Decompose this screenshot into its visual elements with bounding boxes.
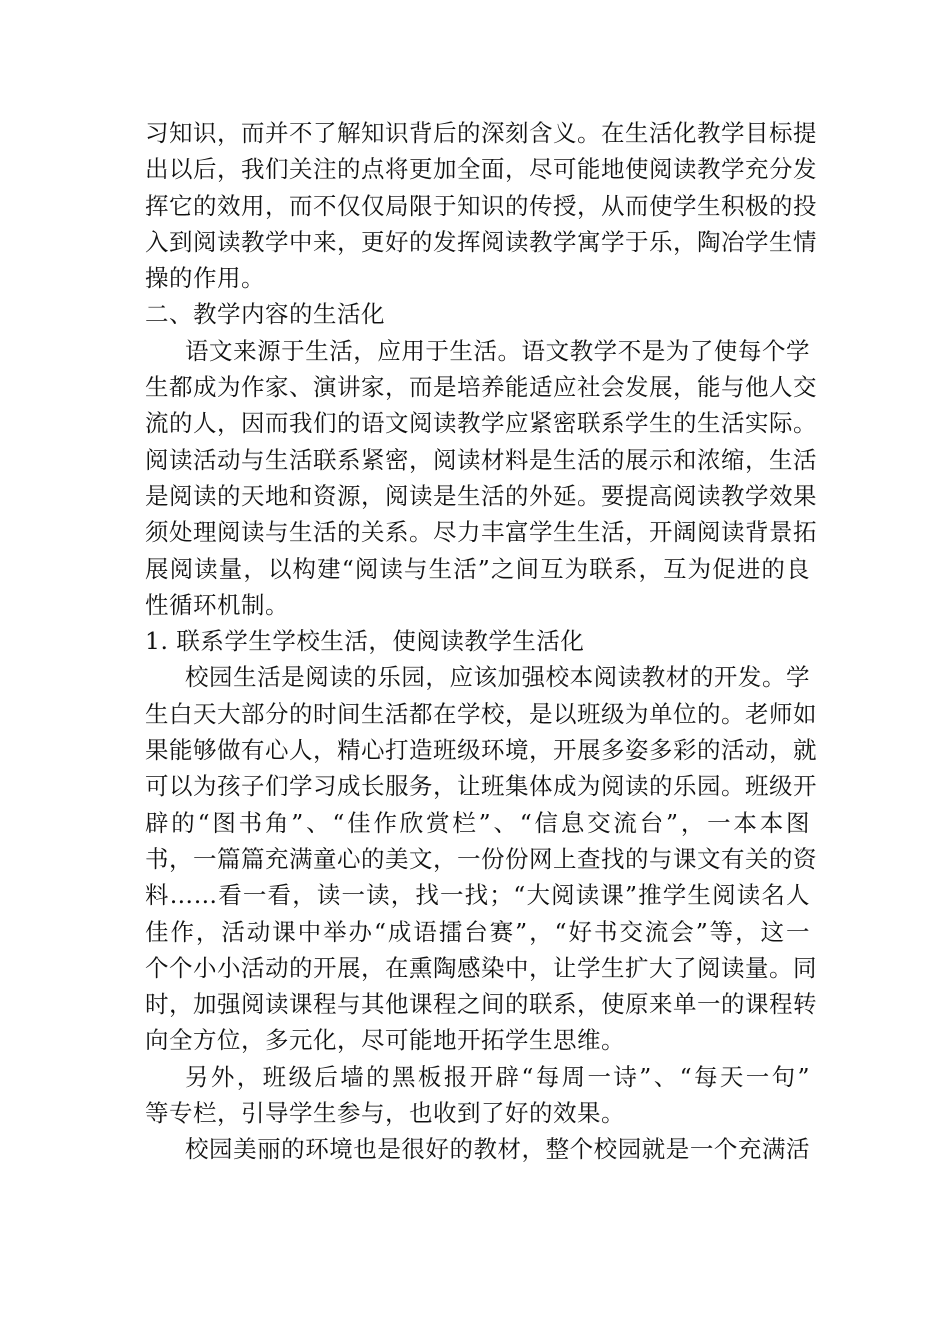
text-line: 习知识，而并不了解知识背后的深刻含义。在生活化教学目标提	[145, 119, 817, 147]
text-line: 挥它的效用，而不仅仅局限于知识的传授，从而使学生积极的投	[145, 191, 817, 220]
subsection-heading: 1. 联系学生学校生活，使阅读教学生活化	[145, 627, 585, 656]
text-line: 可以为孩子们学习成长服务，让班集体成为阅读的乐园。班级开	[145, 772, 817, 801]
text-line: 入到阅读教学中来，更好的发挥阅读教学寓学于乐，陶冶学生情	[145, 227, 817, 256]
text-line: 向全方位，多元化，尽可能地开拓学生思维。	[145, 1026, 625, 1055]
text-line: 阅读活动与生活联系紧密，阅读材料是生活的展示和浓缩，生活	[145, 445, 817, 474]
paragraph-first-line: 语文来源于生活，应用于生活。语文教学不是为了使每个学	[185, 336, 810, 365]
text-line: 果能够做有心人，精心打造班级环境，开展多姿多彩的活动，就	[145, 736, 817, 765]
text-line: 是阅读的天地和资源，阅读是生活的外延。要提高阅读教学效果	[145, 481, 817, 510]
text-line: 料……看一看，读一读，找一找；“大阅读课”推学生阅读名人	[145, 881, 810, 910]
paragraph-first-line: 校园美丽的环境也是很好的教材，整个校园就是一个充满活	[185, 1135, 810, 1164]
section-heading: 二、教学内容的生活化	[145, 300, 385, 329]
text-line: 佳作，活动课中举办“成语擂台赛”，“好书交流会”等，这一	[145, 917, 810, 946]
text-line: 书，一篇篇充满童心的美文，一份份网上查找的与课文有关的资	[145, 844, 817, 873]
text-line: 生白天大部分的时间生活都在学校，是以班级为单位的。老师如	[145, 699, 817, 728]
text-line: 辟的“图书角”、“佳作欣赏栏”、“信息交流台”，一本本图	[145, 808, 810, 837]
text-line: 操的作用。	[145, 264, 265, 293]
text-line: 时，加强阅读课程与其他课程之间的联系，使原来单一的课程转	[145, 990, 817, 1019]
body-text	[145, 115, 817, 1168]
paragraph-first-line: 另外，班级后墙的黑板报开辟“每周一诗”、“每天一句”	[185, 1062, 810, 1091]
text-line: 生都成为作家、演讲家，而是培养能适应社会发展，能与他人交	[145, 373, 817, 402]
text-line: 出以后，我们关注的点将更加全面，尽可能地使阅读教学充分发	[145, 155, 817, 184]
text-line: 流的人，因而我们的语文阅读教学应紧密联系学生的生活实际。	[145, 409, 817, 438]
text-line: 个个小小活动的开展，在熏陶感染中，让学生扩大了阅读量。同	[145, 953, 817, 982]
text-line: 等专栏，引导学生参与，也收到了好的效果。	[145, 1099, 625, 1128]
paragraph-first-line: 校园生活是阅读的乐园，应该加强校本阅读教材的开发。学	[185, 663, 810, 692]
text-line: 展阅读量，以构建“阅读与生活”之间互为联系，互为促进的良	[145, 554, 810, 583]
text-line: 性循环机制。	[145, 590, 289, 619]
text-line: 须处理阅读与生活的关系。尽力丰富学生生活，开阔阅读背景拓	[145, 518, 817, 547]
